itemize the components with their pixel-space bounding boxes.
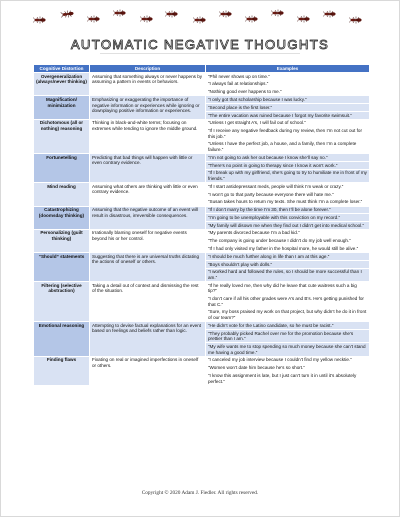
distortion-name: Dichotomous (all or nothing) reasoning bbox=[34, 119, 90, 154]
header-examples: Examples bbox=[206, 65, 370, 73]
distortion-description: Thinking in black-and-white terms; focusing on extremes while tending to ignore the middle ground. bbox=[90, 119, 206, 154]
example-item: “I don’t care if all his other grades were A’s and B’s. He’s getting punished for that C.” bbox=[206, 296, 369, 309]
table-row bbox=[34, 96, 370, 119]
distortion-description: Emphasizing or exaggerating the importance of negative information or experiences while ignoring or downplaying positive information or experiences. bbox=[90, 96, 206, 119]
distortion-name: Filtering (selective abstraction) bbox=[34, 282, 90, 322]
distortion-name: Emotional reasoning bbox=[34, 322, 90, 357]
table-row bbox=[34, 322, 370, 357]
example-item: “If I start antidepressant meds, people will think I’m weak or crazy.” bbox=[206, 183, 369, 191]
example-item: “If he really loved me, then why did he leave that cute waitress such a big tip?” bbox=[206, 282, 369, 295]
examples-cell bbox=[206, 96, 370, 119]
examples-cell bbox=[206, 206, 370, 229]
distortion-name: Catastrophizing (doomsday thinking) bbox=[34, 206, 90, 229]
distortion-description: Assuming that something always or never happens by assuming a pattern in events or behaviors. bbox=[90, 73, 206, 96]
distortion-name: Finding flaws bbox=[34, 356, 90, 385]
distortion-name: Personalizing (guilt thinking) bbox=[34, 229, 90, 252]
example-item: “Second place is the first loser.” bbox=[206, 104, 369, 112]
distortion-description: Taking a detail out of context and dismissing the rest of the situation. bbox=[90, 282, 206, 322]
table-row bbox=[34, 282, 370, 322]
example-item: “I’m not going to ask her out because I know she’ll say no.” bbox=[206, 154, 369, 162]
example-item: “I canceled my job interview because I couldn’t find my yellow necktie.” bbox=[206, 357, 369, 365]
example-item: “I always fail at relationships.” bbox=[206, 81, 369, 89]
ant-border-decoration bbox=[30, 4, 370, 30]
example-item: “If I receive any negative feedback during my review, then I’m not cut out for this job.” bbox=[206, 127, 369, 140]
example-item: “Susan takes hours to return my texts. She must think I’m a complete loser.” bbox=[206, 199, 369, 206]
table-row bbox=[34, 206, 370, 229]
distortion-name: Overgeneralization (always/never thinking) bbox=[34, 73, 90, 96]
example-item: “If I don’t marry by the time I’m 30, then I’ll be alone forever.” bbox=[206, 207, 369, 215]
example-item: “The company is going under because I didn’t do my job well enough.” bbox=[206, 238, 369, 246]
example-item: “There’s no point in going to therapy since I know it won’t work.” bbox=[206, 162, 369, 170]
example-item: “They probably picked Rachel over me for the promotion because she’s prettier than I am.” bbox=[206, 330, 369, 343]
example-item: “Nothing good ever happens to me.” bbox=[206, 89, 369, 96]
table-row bbox=[34, 154, 370, 183]
example-item: “He didn’t vote for the Latino candidate, so he must be racist.” bbox=[206, 322, 369, 330]
example-item: “Phil never shows up on time.” bbox=[206, 73, 369, 81]
table-row bbox=[34, 183, 370, 206]
example-item: “My wife wants me to stop spending so much money because she can’t stand me having a good time.” bbox=[206, 343, 369, 355]
example-item: “Unless I have the perfect job, a house, and a family, then I’m a complete failure.” bbox=[206, 141, 369, 153]
page-title: AUTOMATIC NEGATIVE THOUGHTS bbox=[70, 37, 330, 52]
distortion-description: Suggesting that there is are universal truths dictating the actions of oneself or others. bbox=[90, 253, 206, 282]
table-row bbox=[34, 229, 370, 252]
header-cognitive-distortion: Cognitive Distortion bbox=[34, 65, 90, 73]
examples-cell bbox=[206, 356, 370, 385]
table-header-row bbox=[34, 65, 370, 73]
example-item: “The entire vacation was ruined because I forgot my favorite swimsuit.” bbox=[206, 112, 369, 119]
example-item: “If I break up with my girlfriend, she’s going to try to humiliate me in front of my friends.” bbox=[206, 170, 369, 182]
copyright-footer: Copyright © 2020 Adam J. Fiedler. All rights reserved. bbox=[141, 490, 259, 496]
distortion-description: Assuming that the negative outcome of an event will result in disastrous, irreversible consequences. bbox=[90, 206, 206, 229]
example-item: “I’m going to be unemployable with this conviction on my record.” bbox=[206, 214, 369, 222]
examples-cell bbox=[206, 229, 370, 252]
example-item: “I should be much further along in life than I am at this age.” bbox=[206, 253, 369, 261]
table-row bbox=[34, 73, 370, 96]
distortion-description: Irrationally blaming oneself for negative events beyond his or her control. bbox=[90, 229, 206, 252]
example-item: “I know this assignment is late, but I just can’t turn it in until it’s absolutely perfect.” bbox=[206, 372, 369, 384]
example-item: “My parents divorced because I’m a bad kid.” bbox=[206, 230, 369, 238]
title-divider bbox=[100, 53, 300, 54]
example-item: “I only got that scholarship because I was lucky.” bbox=[206, 96, 369, 104]
examples-cell bbox=[206, 183, 370, 206]
distortion-name: Mind reading bbox=[34, 183, 90, 206]
examples-cell bbox=[206, 322, 370, 357]
distortion-description: Assuming what others are thinking with little or even contrary evidence. bbox=[90, 183, 206, 206]
example-item: “Women won’t date him because he’s so short.” bbox=[206, 365, 369, 373]
distortion-name: “Should” statements bbox=[34, 253, 90, 282]
example-item: “If I had only visited my father in the hospital more, he would still be alive.” bbox=[206, 245, 369, 252]
examples-cell bbox=[206, 154, 370, 183]
example-item: “Sure, my boss praised my work on that project, but why didn’t he do it in front of our team?” bbox=[206, 309, 369, 321]
table-row bbox=[34, 119, 370, 154]
table-row bbox=[34, 253, 370, 282]
distortion-description: Attempting to devise factual explanations for an event based on feelings and beliefs rather than logic. bbox=[90, 322, 206, 357]
distortion-name: Fortunetelling bbox=[34, 154, 90, 183]
example-item: “My family will disown me when they find out I didn’t get into medical school.” bbox=[206, 222, 369, 229]
example-item: “I worked hard and followed the rules, so I should be more successful than I am.” bbox=[206, 269, 369, 281]
examples-cell bbox=[206, 282, 370, 322]
example-item: “Boys shouldn’t play with dolls.” bbox=[206, 261, 369, 269]
distortions-table bbox=[33, 64, 370, 386]
examples-cell bbox=[206, 253, 370, 282]
example-item: “I won’t go to that party because everyone there will hate me.” bbox=[206, 191, 369, 199]
distortion-description: Predicting that bad things will happen with little or even contrary evidence. bbox=[90, 154, 206, 183]
distortion-description: Fixating on real or imagined imperfections in oneself or others. bbox=[90, 356, 206, 385]
header-description: Description bbox=[90, 65, 206, 73]
table-row bbox=[34, 356, 370, 385]
examples-cell bbox=[206, 119, 370, 154]
distortion-name: Magnification/ minimization bbox=[34, 96, 90, 119]
examples-cell bbox=[206, 73, 370, 96]
example-item: “Unless I get straight A’s, I will fail out of school.” bbox=[206, 120, 369, 128]
